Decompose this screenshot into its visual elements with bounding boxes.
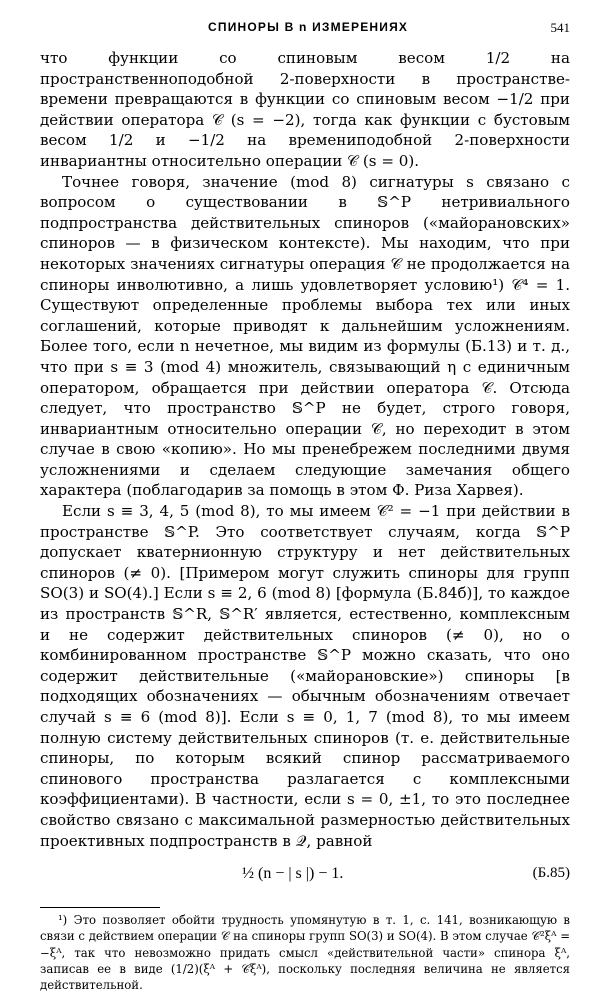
page-header: [40, 20, 570, 48]
page-number: 541: [550, 20, 570, 35]
book-page: [40, 20, 570, 1005]
formula-b85: [40, 855, 570, 901]
formula-label: (Б.85): [532, 865, 570, 882]
footnote: ¹) Это позволяет обойти трудность упомянутую в т. 1, с. 141, возникающую в связи с действием операции 𝒞 на спиноры групп SO(3) и SO(4). В этом случае 𝒞²ξᴬ = −ξᴬ, так что невозможно придать смысл «действительной части» спинора ξᴬ, записав ее в виде (1/2)(ξᴬ + 𝒞ξᴬ), поскольку последняя величина не является действительной.: [40, 913, 570, 992]
formula-expression: ½ (n − | s |) − 1.: [242, 865, 344, 883]
paragraph-1: что функции со спиновым весом 1/2 на пространственноподобной 2-поверхности в пространстве-времени превращаются в функции со спиновым весом −1/2 при действии оператора 𝒞 (s = −2), тогда как функции с бустовым весом 1/2 и −1/2 на времениподобной 2-поверхности инвариантны относительно операции 𝒞 (s = 0).: [40, 49, 570, 170]
body-text: [40, 48, 570, 851]
paragraph-2: Точнее говоря, значение (mod 8) сигнатуры s связано с вопросом о существовании в 𝕊^P нетривиального подпространства действительных спиноров («майорановских» спиноров — в физическом контексте). Мы находим, что при некоторых значениях сигнатуры операция 𝒞 не продолжается на спиноры инволютивно, а лишь удовлетворяет условию¹) 𝒞⁴ = 1. Существуют определенные проблемы выбора тех или иных соглашений, которые приводят к дальнейшим усложнениям. Более того, если n нечетное, мы видим из формулы (Б.13) и т. д., что при s ≡ 3 (mod 4) множитель, связывающий η с единичным оператором, обращается при действии оператора 𝒞. Отсюда следует, что пространство 𝕊^P не будет, строго говоря, инвариантным относительно операции 𝒞, но переходит в этом случае в свою «копию». Но мы пренебрежем последними двумя усложнениями и сделаем следующие замечания общего характера (поблагодарив за помощь в этом Ф. Риза Харвея).: [40, 172, 570, 500]
paragraph-3: Если s ≡ 3, 4, 5 (mod 8), то мы имеем 𝒞² = −1 при действии в пространстве 𝕊^P. Это соответствует случаям, когда 𝕊^P допускает кватернионную структуру и нет действительных спиноров (≠ 0). [Примером могут служить спиноры для групп SO(3) и SO(4).] Если s ≡ 2, 6 (mod 8) [формула (Б.84б)], то каждое из пространств 𝕊^R, 𝕊^R′ является, естественно, комплексным и не содержит действительных спиноров (≠ 0), но о комбинированном пространстве 𝕊^P можно сказать, что оно содержит действительные («майорановские») спиноры [в подходящих обозначениях — обычным обозначениям отвечает случай s ≡ 6 (mod 8)]. Если s ≡ 0, 1, 7 (mod 8), то мы имеем полную систему действительных спиноров (т. е. действительные спиноры, по которым всякий спинор рассматриваемого спинового пространства разлагается с комплексными коэффициентами). В частности, если s = 0, ±1, то это последнее свойство связано с максимальной размерностью действительных проективных подпространств в 𝒬, равной: [40, 502, 570, 850]
footnote-divider: [40, 907, 160, 908]
running-head: СПИНОРЫ В n ИЗМЕРЕНИЯХ: [208, 20, 409, 34]
